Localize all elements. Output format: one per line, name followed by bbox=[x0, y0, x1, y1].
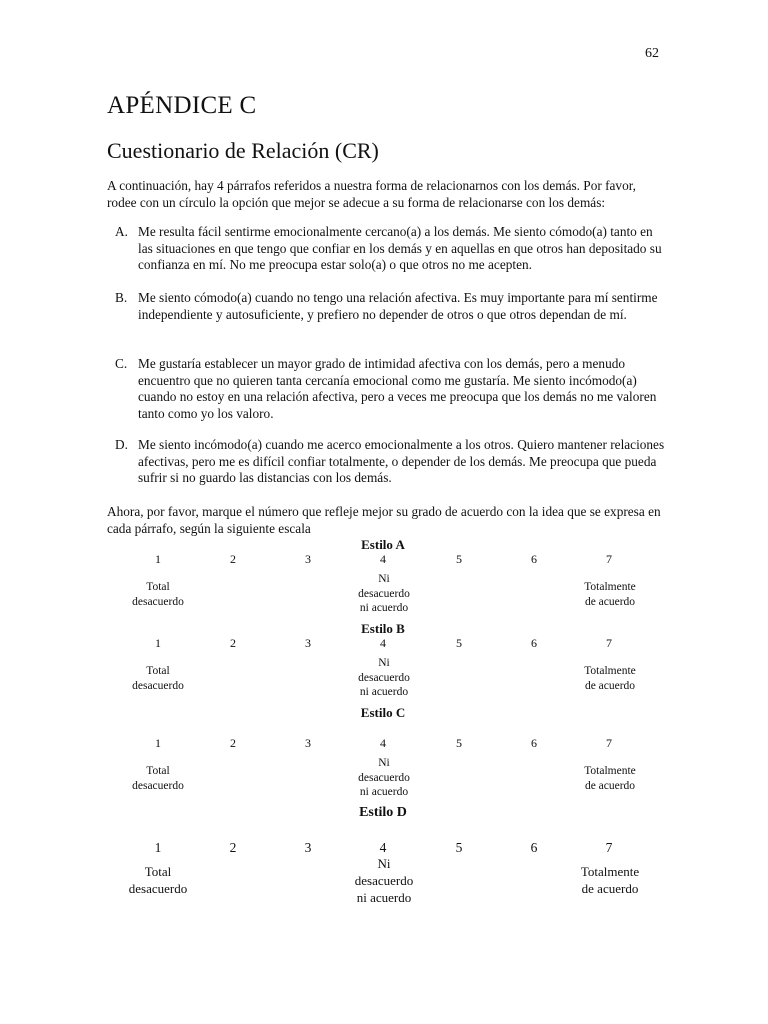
scale-option-4[interactable]: 4 bbox=[380, 736, 386, 750]
style-title: Estilo D bbox=[359, 805, 407, 820]
scale-option-2[interactable]: 2 bbox=[230, 636, 236, 650]
scale-option-3[interactable]: 3 bbox=[305, 636, 311, 650]
scale-option-7[interactable]: 7 bbox=[606, 636, 612, 650]
scale-option-6[interactable]: 6 bbox=[531, 636, 537, 650]
intro-paragraph: A continuación, hay 4 párrafos referidos a nuestra forma de relacionarnos con los demás. Por favor, rodee con un círculo la opción que mejor se adecue a su forma de relacionarse con los demás: bbox=[107, 178, 636, 210]
scale-option-4[interactable]: 4 bbox=[380, 636, 386, 650]
questionnaire-title: Cuestionario de Relación (CR) bbox=[107, 138, 379, 163]
label-ni-desacuerdo-ni-acuerdo: Ni desacuerdo ni acuerdo bbox=[358, 657, 410, 698]
label-total-desacuerdo: Total desacuerdo bbox=[132, 765, 184, 792]
label-totalmente-de-acuerdo: Totalmente de acuerdo bbox=[584, 581, 636, 608]
scale-option-1[interactable]: 1 bbox=[155, 736, 161, 750]
label-totalmente-de-acuerdo: Totalmente de acuerdo bbox=[580, 864, 640, 896]
item-text: Me resulta fácil sentirme emocionalmente cercano(a) a los demás. Me siento cómodo(a) tanto en las situaciones en que tengo que confiar en los demás y en aquellas en que otros han depositado su confianza en mí. No me preocupa estar solo(a) o que otros no me acepten. bbox=[138, 224, 662, 272]
scale-instructions: Ahora, por favor, marque el número que refleje mejor su grado de acuerdo con la idea que se expresa en cada párrafo, según la siguiente escala bbox=[107, 504, 661, 536]
scale-option-1[interactable]: 1 bbox=[154, 840, 162, 855]
label-totalmente-de-acuerdo: Totalmente de acuerdo bbox=[584, 665, 636, 692]
label-total-desacuerdo: Total desacuerdo bbox=[132, 581, 184, 608]
scale-option-6[interactable]: 6 bbox=[531, 736, 537, 750]
scale-option-3[interactable]: 3 bbox=[305, 552, 311, 566]
item-letter: A. bbox=[115, 224, 128, 239]
paragraph-item-a bbox=[115, 224, 667, 274]
scale-option-5[interactable]: 5 bbox=[456, 736, 462, 750]
scale-option-3[interactable]: 3 bbox=[305, 736, 311, 750]
scale-option-2[interactable]: 2 bbox=[230, 736, 236, 750]
appendix-heading: APÉNDICE C bbox=[107, 92, 257, 119]
scale-option-1[interactable]: 1 bbox=[155, 636, 161, 650]
item-letter: D. bbox=[115, 437, 128, 452]
item-text: Me gustaría establecer un mayor grado de intimidad afectiva con los demás, pero a menudo encuentro que no quieren tanta cercanía emocional como me gustaría. Me siento incómodo(a) cuando no estoy en una relación afectiva, pero a veces me preocupa que los demás no me valoren tanto como yo los valoro. bbox=[138, 356, 657, 421]
label-ni-desacuerdo-ni-acuerdo: Ni desacuerdo ni acuerdo bbox=[358, 573, 410, 614]
style-title: Estilo B bbox=[361, 621, 405, 636]
scale-option-5[interactable]: 5 bbox=[455, 840, 463, 855]
scale-option-1[interactable]: 1 bbox=[155, 552, 161, 566]
style-title: Estilo A bbox=[361, 537, 405, 552]
scale-option-5[interactable]: 5 bbox=[456, 636, 462, 650]
scale-option-2[interactable]: 2 bbox=[229, 840, 237, 855]
label-ni-desacuerdo-ni-acuerdo: Ni desacuerdo ni acuerdo bbox=[358, 757, 410, 798]
label-total-desacuerdo: Total desacuerdo bbox=[128, 864, 188, 896]
style-title: Estilo C bbox=[360, 705, 406, 720]
item-letter: B. bbox=[115, 290, 128, 305]
scale-option-7[interactable]: 7 bbox=[606, 552, 612, 566]
scale-option-6[interactable]: 6 bbox=[530, 840, 538, 855]
label-totalmente-de-acuerdo: Totalmente de acuerdo bbox=[584, 765, 636, 792]
scale-option-4[interactable]: 4 bbox=[379, 840, 387, 855]
scale-option-6[interactable]: 6 bbox=[531, 552, 537, 566]
scale-option-7[interactable]: 7 bbox=[606, 736, 612, 750]
paragraph-item-b bbox=[115, 290, 667, 323]
item-letter: C. bbox=[115, 356, 128, 371]
page-number: 62 bbox=[645, 46, 659, 61]
paragraph-item-c bbox=[115, 356, 667, 422]
scale-option-4[interactable]: 4 bbox=[380, 552, 386, 566]
scale-option-2[interactable]: 2 bbox=[230, 552, 236, 566]
scale-option-5[interactable]: 5 bbox=[456, 552, 462, 566]
scale-option-7[interactable]: 7 bbox=[605, 840, 613, 855]
scale-option-3[interactable]: 3 bbox=[304, 840, 312, 855]
item-text: Me siento cómodo(a) cuando no tengo una relación afectiva. Es muy importante para mí sentirme independiente y autosuficiente, y prefiero no depender de otros o que otros dependan de mí. bbox=[138, 290, 658, 322]
label-ni-desacuerdo-ni-acuerdo: Ni desacuerdo ni acuerdo bbox=[354, 856, 414, 905]
label-total-desacuerdo: Total desacuerdo bbox=[132, 665, 184, 692]
item-text: Me siento incómodo(a) cuando me acerco emocionalmente a los otros. Quiero mantener relaciones afectivas, pero me es difícil confiar totalmente, o depender de los demás. Me preocupa que pueda sufrir si no guardo las distancias con los demás. bbox=[138, 437, 665, 485]
paragraph-item-d bbox=[115, 437, 667, 487]
